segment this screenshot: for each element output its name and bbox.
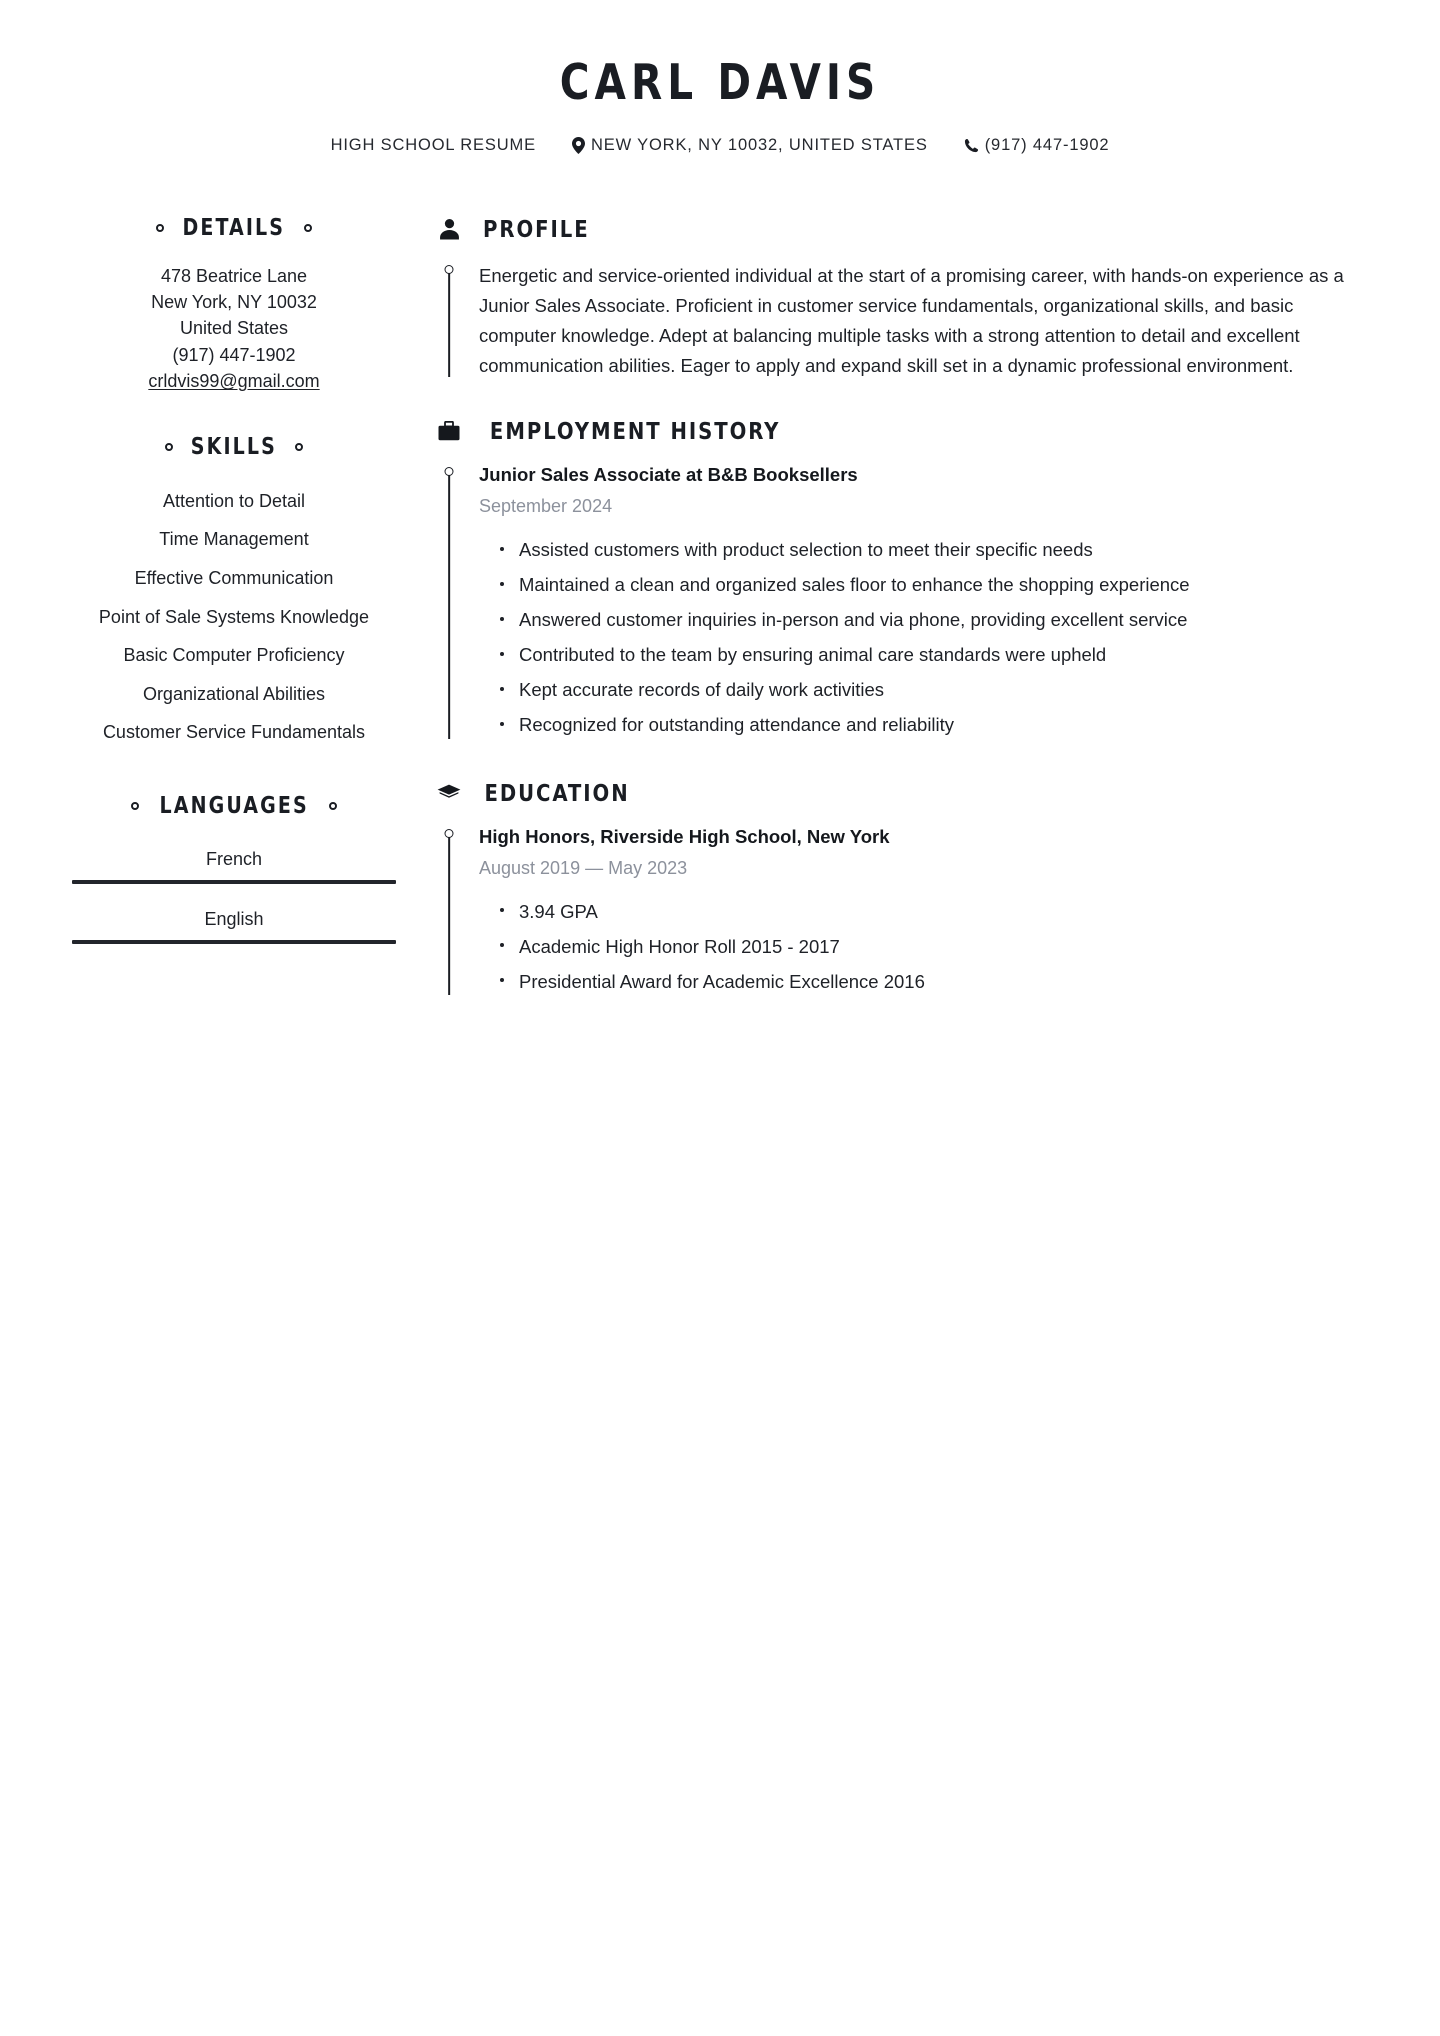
language-item xyxy=(72,901,396,944)
employment-entry xyxy=(436,463,1368,745)
skill-item: Basic Computer Proficiency xyxy=(123,645,345,666)
details-heading-label: DETAILS xyxy=(182,214,286,241)
timeline-rail xyxy=(448,269,450,378)
circle-ornament-icon xyxy=(304,224,312,232)
education-date: August 2019 — May 2023 xyxy=(479,857,688,878)
section-profile xyxy=(436,215,1368,384)
timeline-connector xyxy=(436,463,462,745)
job-bullets xyxy=(479,533,1368,743)
education-bullet: Academic High Honor Roll 2015 - 2017 xyxy=(519,929,1368,964)
graduation-cap-icon xyxy=(436,784,462,802)
resume-type-label: HIGH SCHOOL RESUME xyxy=(330,135,536,154)
circle-ornament-icon xyxy=(295,443,303,451)
profile-text: Energetic and service-oriented individual at the start of a promising career, with hands-on experience as a Junior Sales Associate. Proficient in customer service fundamentals, organizational skills, and basic computer knowledge. Adept at balancing multiple tasks with a strong attention to detail and excellent communication abilities. Eager to apply and expand skill set in a dynamic professional environment. xyxy=(479,264,1344,377)
resume-header xyxy=(72,56,1368,155)
skill-item: Attention to Detail xyxy=(162,490,306,511)
candidate-name: CARL DAVIS xyxy=(559,54,881,111)
timeline-rail xyxy=(448,471,450,739)
timeline-dot-icon xyxy=(445,467,454,476)
language-item xyxy=(72,841,396,884)
timeline-rail xyxy=(448,833,450,995)
language-level-bar xyxy=(72,940,396,944)
language-spacer xyxy=(72,887,396,901)
header-location xyxy=(572,136,928,155)
language-name: English xyxy=(204,908,264,929)
education-bullets xyxy=(479,894,1368,999)
languages-heading-label: LANGUAGES xyxy=(159,792,309,819)
timeline-dot-icon xyxy=(445,265,454,274)
job-bullet: Maintained a clean and organized sales floor to enhance the shopping experience xyxy=(519,568,1368,603)
skill-item: Customer Service Fundamentals xyxy=(102,722,366,743)
language-level-bar xyxy=(72,880,396,884)
employment-heading xyxy=(436,417,1368,445)
job-bullet: Assisted customers with product selection to meet their specific needs xyxy=(519,533,1368,568)
education-entry xyxy=(436,825,1368,1001)
education-heading xyxy=(436,779,1368,807)
details-heading xyxy=(72,215,396,241)
header-phone xyxy=(964,136,1110,155)
education-bullet: Presidential Award for Academic Excellence 2016 xyxy=(519,964,1368,999)
profile-entry xyxy=(436,261,1368,384)
job-date: September 2024 xyxy=(479,496,613,517)
timeline-connector xyxy=(436,261,462,384)
skills-heading xyxy=(72,434,396,460)
education-heading-label: EDUCATION xyxy=(484,779,630,807)
circle-ornament-icon xyxy=(131,802,139,810)
timeline-connector xyxy=(436,825,462,1001)
section-employment-history xyxy=(436,417,1368,745)
job-bullet: Recognized for outstanding attendance and reliability xyxy=(519,708,1368,743)
resume-type xyxy=(331,136,536,155)
detail-line: 478 Beatrice Lane xyxy=(160,265,308,286)
skill-item: Organizational Abilities xyxy=(142,683,326,704)
section-education xyxy=(436,779,1368,1001)
location-text: NEW YORK, NY 10032, UNITED STATES xyxy=(590,135,928,154)
phone-icon xyxy=(964,138,979,153)
job-bullet: Answered customer inquiries in-person and via phone, providing excellent service xyxy=(519,603,1368,638)
education-bullet: 3.94 GPA xyxy=(519,894,1368,929)
detail-line: New York, NY 10032 xyxy=(151,292,317,313)
detail-email xyxy=(72,368,396,394)
circle-ornament-icon xyxy=(156,224,164,232)
job-bullet: Contributed to the team by ensuring animal care standards were upheld xyxy=(519,638,1368,673)
circle-ornament-icon xyxy=(165,443,173,451)
email-link[interactable]: crldvis99@gmail.com xyxy=(148,371,320,392)
skill-item: Point of Sale Systems Knowledge xyxy=(98,606,370,627)
timeline-dot-icon xyxy=(445,829,454,838)
skill-item: Time Management xyxy=(159,529,309,550)
map-pin-icon xyxy=(572,137,585,154)
language-name: French xyxy=(205,848,263,869)
profile-body xyxy=(479,261,1368,384)
detail-line: (917) 447-1902 xyxy=(172,344,296,365)
job-bullet: Kept accurate records of daily work activities xyxy=(519,673,1368,708)
languages-heading xyxy=(72,793,396,819)
job-title: Junior Sales Associate at B&B Booksellers xyxy=(479,464,858,486)
header-contact-line xyxy=(72,136,1368,155)
sidebar xyxy=(72,215,396,947)
sidebar-section-languages xyxy=(72,793,396,944)
profile-heading-label: PROFILE xyxy=(483,214,590,243)
briefcase-icon xyxy=(436,421,462,441)
education-entry-body xyxy=(479,825,1368,1001)
person-icon xyxy=(436,218,462,240)
detail-line: United States xyxy=(179,318,289,339)
sidebar-section-details xyxy=(72,215,396,394)
circle-ornament-icon xyxy=(329,802,337,810)
main-column xyxy=(436,215,1368,1002)
sidebar-section-skills xyxy=(72,434,396,752)
profile-heading xyxy=(436,215,1368,243)
employment-heading-label: EMPLOYMENT HISTORY xyxy=(489,417,781,446)
skills-heading-label: SKILLS xyxy=(190,434,278,461)
skill-item: Effective Communication xyxy=(134,568,334,589)
resume-body xyxy=(72,215,1368,1002)
education-degree: High Honors, Riverside High School, New York xyxy=(479,826,890,847)
employment-entry-body xyxy=(479,463,1368,745)
phone-text: (917) 447-1902 xyxy=(984,135,1110,154)
